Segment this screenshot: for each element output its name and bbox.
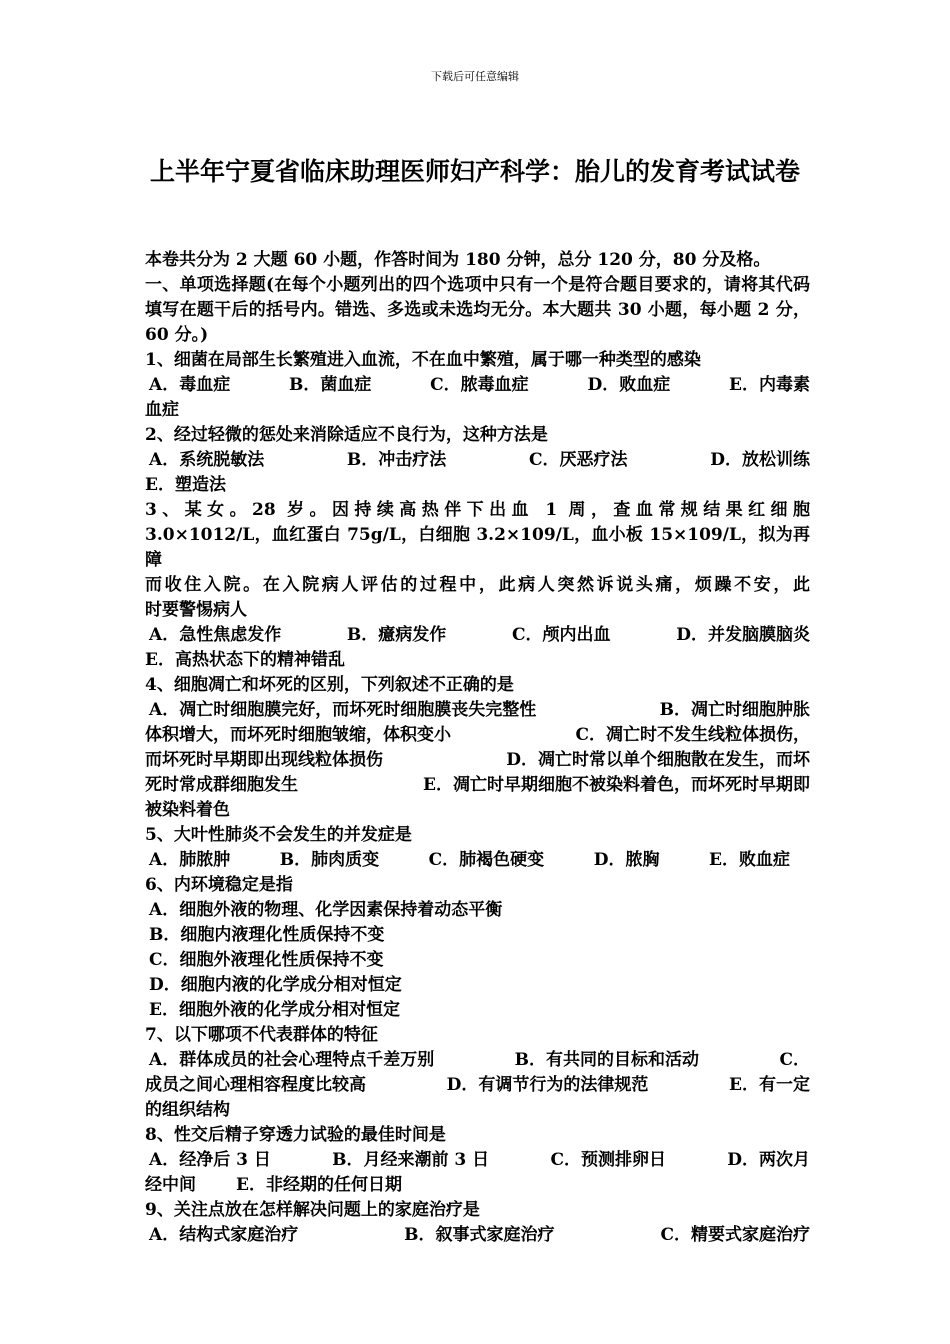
option-c: C．细胞外液理化性质保持不变 bbox=[149, 950, 384, 970]
option-e: E．塑造法 bbox=[145, 475, 226, 495]
option-d: D．凋亡时常以单个细胞散在发生，而坏 bbox=[506, 750, 810, 770]
question-3-options bbox=[145, 623, 810, 648]
option-b: B．冲击疗法 bbox=[346, 450, 447, 470]
option-d: D．放松训练 bbox=[710, 450, 810, 470]
option-d-continued: 死时常成群细胞发生 bbox=[145, 775, 298, 795]
question-4-stem: 4、细胞凋亡和坏死的区别，下列叙述不正确的是 bbox=[145, 675, 514, 695]
question-3-stem-line-2: 3.0×1012/L，血红蛋白 75g/L，白细胞 3.2×109/L，血小板 15×109/L，拟为再障 bbox=[145, 525, 810, 570]
option-b: B．月经来潮前 3 日 bbox=[332, 1150, 490, 1170]
option-a: A．系统脱敏法 bbox=[149, 450, 265, 470]
option-a: A．凋亡时细胞膜完好，而坏死时细胞膜丧失完整性 bbox=[149, 700, 537, 720]
option-c: C．颅内出血 bbox=[511, 625, 611, 645]
question-4-line-3 bbox=[145, 748, 810, 773]
option-b: B．癔病发作 bbox=[346, 625, 447, 645]
option-d: D．败血症 bbox=[587, 375, 671, 395]
question-7-line-2 bbox=[145, 1073, 810, 1098]
exam-intro: 本卷共分为 2 大题 60 小题，作答时间为 180 分钟，总分 120 分，80 分及格。 bbox=[145, 250, 771, 270]
option-b: B．菌血症 bbox=[288, 375, 372, 395]
option-b: B．凋亡时细胞肿胀 bbox=[659, 700, 810, 720]
question-2-options bbox=[145, 448, 810, 473]
option-a: A．结构式家庭治疗 bbox=[149, 1225, 299, 1245]
option-c: C．厌恶疗法 bbox=[528, 450, 628, 470]
option-c: C．预测排卵日 bbox=[550, 1150, 666, 1170]
question-3-stem-line-3: 而收住入院。在入院病人评估的过程中，此病人突然诉说头痛，烦躁不安，此 bbox=[145, 575, 810, 595]
option-e-continued: 的组织结构 bbox=[145, 1100, 230, 1120]
option-b: B．有共同的目标和活动 bbox=[514, 1050, 700, 1070]
option-d: D．两次月 bbox=[727, 1150, 810, 1170]
option-a: A．毒血症 bbox=[149, 375, 231, 395]
option-d: D．并发脑膜脑炎 bbox=[676, 625, 810, 645]
question-9-stem: 9、关注点放在怎样解决问题上的家庭治疗是 bbox=[145, 1200, 480, 1220]
document-body bbox=[145, 248, 810, 1248]
section-heading: 一、单项选择题(在每个小题列出的四个选项中只有一个是符合题目要求的，请将其代码填写在题干后的括号内。错选、多选或未选均无分。本大题共 30 小题，每小题 2 分，60 分。) bbox=[145, 275, 810, 345]
question-5-stem: 5、大叶性肺炎不会发生的并发症是 bbox=[145, 825, 412, 845]
option-a: A．急性焦虑发作 bbox=[149, 625, 282, 645]
option-a: A．群体成员的社会心理特点千差万别 bbox=[149, 1050, 435, 1070]
question-9-options bbox=[145, 1223, 810, 1248]
option-e: E．内毒素 bbox=[728, 375, 810, 395]
header-note: 下载后可任意编辑 bbox=[431, 70, 519, 83]
option-e: E．凋亡时早期细胞不被染料着色，而坏死时早期即 bbox=[423, 775, 810, 795]
option-b-continued: 体积增大，而坏死时细胞皱缩，体积变小 bbox=[145, 725, 451, 745]
question-7-line-1 bbox=[145, 1048, 810, 1073]
option-b: B．细胞内液理化性质保持不变 bbox=[149, 925, 385, 945]
option-c-continued: 成员之间心理相容程度比较高 bbox=[145, 1075, 366, 1095]
question-7-stem: 7、以下哪项不代表群体的特征 bbox=[145, 1025, 378, 1045]
question-4-line-2 bbox=[145, 723, 810, 748]
option-c: C． bbox=[779, 1050, 810, 1070]
question-8-stem: 8、性交后精子穿透力试验的最佳时间是 bbox=[145, 1125, 446, 1145]
option-e: E．高热状态下的精神错乱 bbox=[145, 650, 345, 670]
option-c: C．脓毒血症 bbox=[430, 375, 529, 395]
option-b: B．叙事式家庭治疗 bbox=[404, 1225, 555, 1245]
option-d-continued: 经中间 bbox=[145, 1175, 196, 1195]
option-c: C．精要式家庭治疗 bbox=[660, 1225, 810, 1245]
option-e: E．有一定 bbox=[729, 1075, 810, 1095]
question-8-line-2 bbox=[145, 1173, 810, 1198]
option-d: D．细胞内液的化学成分相对恒定 bbox=[149, 975, 402, 995]
option-e-continued: 被染料着色 bbox=[145, 800, 230, 820]
option-c: C．凋亡时不发生线粒体损伤， bbox=[575, 725, 810, 745]
question-2-stem: 2、经过轻微的惩处来消除适应不良行为，这种方法是 bbox=[145, 425, 548, 445]
question-1-options bbox=[145, 373, 810, 398]
document-title: 上半年宁夏省临床助理医师妇产科学：胎儿的发育考试试卷 bbox=[149, 157, 800, 186]
question-8-options bbox=[145, 1148, 810, 1173]
option-c: C．肺褐色硬变 bbox=[428, 850, 545, 870]
option-a: A．经净后 3 日 bbox=[149, 1150, 271, 1170]
option-e: E．败血症 bbox=[708, 850, 790, 870]
question-1-stem: 1、细菌在局部生长繁殖进入血流，不在血中繁殖，属于哪一种类型的感染 bbox=[145, 350, 701, 370]
option-a: A．肺脓肿 bbox=[149, 850, 231, 870]
question-3-stem-line-4: 时要警惕病人 bbox=[145, 600, 247, 620]
option-e: E．非经期的任何日期 bbox=[236, 1175, 402, 1195]
question-4-line-1 bbox=[145, 698, 810, 723]
option-d: D．有调节行为的法律规范 bbox=[446, 1075, 649, 1095]
option-e: E．细胞外液的化学成分相对恒定 bbox=[149, 1000, 400, 1020]
option-e-continued: 血症 bbox=[145, 400, 179, 420]
option-a: A．细胞外液的物理、化学因素保持着动态平衡 bbox=[149, 900, 503, 920]
question-4-line-4 bbox=[145, 773, 810, 798]
option-b: B．肺肉质变 bbox=[279, 850, 380, 870]
question-5-options bbox=[145, 848, 810, 873]
question-6-stem: 6、内环境稳定是指 bbox=[145, 875, 293, 895]
option-c-continued: 而坏死时早期即出现线粒体损伤 bbox=[145, 750, 383, 770]
question-3-stem-line-1: 3、某女。28 岁。因持续高热伴下出血 1 周，查血常规结果红细胞 bbox=[145, 500, 810, 520]
option-d: D．脓胸 bbox=[593, 850, 660, 870]
